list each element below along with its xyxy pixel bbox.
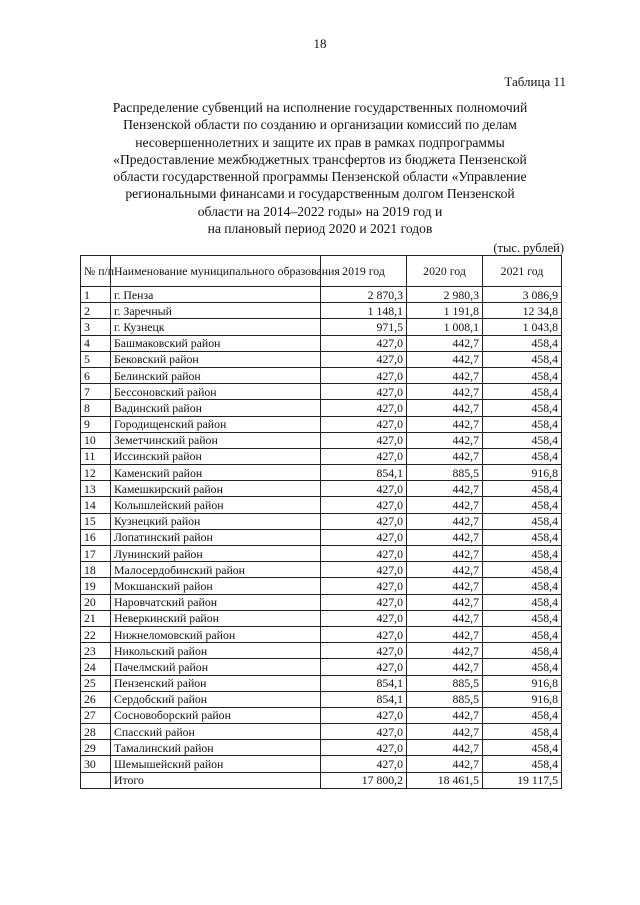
row-name: Тамалинский район	[111, 740, 321, 756]
table-row	[81, 497, 562, 513]
row-number: 19	[81, 578, 111, 594]
row-2021: 19 117,5	[483, 772, 562, 788]
row-name: Камешкирский район	[111, 481, 321, 497]
row-2019: 427,0	[321, 707, 407, 723]
table-row	[81, 416, 562, 432]
row-number: 7	[81, 384, 111, 400]
row-number: 11	[81, 448, 111, 464]
row-2020: 442,7	[407, 546, 483, 562]
title-line: области на 2014–2022 годы» на 2019 год и	[197, 203, 443, 219]
row-name: Наровчатский район	[111, 594, 321, 610]
row-2021: 458,4	[483, 594, 562, 610]
title-line: «Предоставление межбюджетных трансфертов из бюджета Пензенской	[113, 151, 527, 167]
row-2021: 458,4	[483, 707, 562, 723]
row-name: Малосердобинский район	[111, 562, 321, 578]
row-2020: 442,7	[407, 643, 483, 659]
table-header-row	[81, 256, 562, 287]
row-name: Городищенский район	[111, 416, 321, 432]
table-row	[81, 691, 562, 707]
row-name: Нижнеломовский район	[111, 626, 321, 642]
row-name: г. Пенза	[111, 287, 321, 303]
row-2020: 442,7	[407, 594, 483, 610]
row-name: Бессоновский район	[111, 384, 321, 400]
row-2020: 442,7	[407, 626, 483, 642]
row-2019: 427,0	[321, 416, 407, 432]
row-2020: 1 008,1	[407, 319, 483, 335]
row-2020: 442,7	[407, 756, 483, 772]
row-2021: 1 043,8	[483, 319, 562, 335]
row-2021: 458,4	[483, 643, 562, 659]
table-row	[81, 724, 562, 740]
row-2020: 18 461,5	[407, 772, 483, 788]
row-2019: 427,0	[321, 384, 407, 400]
row-2019: 427,0	[321, 351, 407, 367]
row-2019: 427,0	[321, 367, 407, 383]
row-2021: 458,4	[483, 626, 562, 642]
row-name: Неверкинский район	[111, 610, 321, 626]
row-2020: 442,7	[407, 707, 483, 723]
row-name: Спасский район	[111, 724, 321, 740]
row-2021: 916,8	[483, 465, 562, 481]
row-2021: 458,4	[483, 351, 562, 367]
row-2019: 17 800,2	[321, 772, 407, 788]
row-2020: 885,5	[407, 465, 483, 481]
header-2021: 2021 год	[483, 256, 562, 287]
table-row	[81, 707, 562, 723]
row-name: Пачелмский район	[111, 659, 321, 675]
header-2019: 2019 год	[321, 256, 407, 287]
row-2021: 458,4	[483, 416, 562, 432]
row-number	[81, 772, 111, 788]
row-2019: 427,0	[321, 610, 407, 626]
row-2020: 442,7	[407, 562, 483, 578]
table-row	[81, 335, 562, 351]
row-2021: 916,8	[483, 675, 562, 691]
title-line: Распределение субвенций на исполнение государственных полномочий	[112, 100, 528, 115]
row-2021: 458,4	[483, 562, 562, 578]
row-number: 1	[81, 287, 111, 303]
row-2019: 427,0	[321, 562, 407, 578]
table-row	[81, 367, 562, 383]
row-2019: 427,0	[321, 643, 407, 659]
title-line: Пензенской области по созданию и организации комиссий по делам	[123, 117, 517, 133]
row-number: 27	[81, 707, 111, 723]
row-name: Бековский район	[111, 351, 321, 367]
title-line: несовершеннолетних и защите их прав в рамках подпрограммы	[135, 134, 505, 150]
row-name: Шемышейский район	[111, 756, 321, 772]
row-2019: 427,0	[321, 448, 407, 464]
row-2019: 427,0	[321, 756, 407, 772]
total-row	[81, 772, 562, 788]
row-number: 2	[81, 303, 111, 319]
row-2021: 458,4	[483, 546, 562, 562]
row-2020: 442,7	[407, 724, 483, 740]
table-label: Таблица 11	[504, 74, 566, 89]
row-2019: 427,0	[321, 740, 407, 756]
row-number: 5	[81, 351, 111, 367]
document-title	[78, 99, 562, 237]
table-row	[81, 659, 562, 675]
row-number: 4	[81, 335, 111, 351]
row-2019: 1 148,1	[321, 303, 407, 319]
row-number: 15	[81, 513, 111, 529]
row-number: 8	[81, 400, 111, 416]
table-row	[81, 287, 562, 303]
row-number: 10	[81, 432, 111, 448]
row-2021: 458,4	[483, 367, 562, 383]
row-2021: 458,4	[483, 400, 562, 416]
row-2020: 442,7	[407, 400, 483, 416]
row-2019: 427,0	[321, 659, 407, 675]
table-row	[81, 546, 562, 562]
table-row	[81, 432, 562, 448]
row-2021: 458,4	[483, 610, 562, 626]
title-line: на плановый период 2020 и 2021 годов	[207, 221, 433, 237]
row-number: 29	[81, 740, 111, 756]
row-2019: 427,0	[321, 335, 407, 351]
row-2020: 442,7	[407, 367, 483, 383]
row-2019: 427,0	[321, 594, 407, 610]
table-row	[81, 384, 562, 400]
table-row	[81, 481, 562, 497]
row-2019: 427,0	[321, 513, 407, 529]
row-2020: 442,7	[407, 529, 483, 545]
table-row	[81, 643, 562, 659]
row-2020: 2 980,3	[407, 287, 483, 303]
row-2019: 427,0	[321, 497, 407, 513]
row-2020: 442,7	[407, 610, 483, 626]
row-number: 9	[81, 416, 111, 432]
header-2020: 2020 год	[407, 256, 483, 287]
table-row	[81, 465, 562, 481]
row-2021: 458,4	[483, 659, 562, 675]
table-row	[81, 740, 562, 756]
header-name: Наименование муниципального образования	[111, 256, 321, 287]
row-2020: 442,7	[407, 448, 483, 464]
row-2021: 458,4	[483, 724, 562, 740]
row-2020: 442,7	[407, 513, 483, 529]
units-label: (тыс. рублей)	[493, 241, 564, 255]
row-number: 22	[81, 626, 111, 642]
row-name: Сосновоборский район	[111, 707, 321, 723]
row-2021: 458,4	[483, 448, 562, 464]
row-2020: 885,5	[407, 675, 483, 691]
row-2019: 427,0	[321, 626, 407, 642]
row-2020: 442,7	[407, 481, 483, 497]
table-row	[81, 529, 562, 545]
row-2020: 442,7	[407, 497, 483, 513]
row-number: 16	[81, 529, 111, 545]
row-number: 24	[81, 659, 111, 675]
table-row	[81, 594, 562, 610]
row-number: 30	[81, 756, 111, 772]
row-2019: 971,5	[321, 319, 407, 335]
row-number: 20	[81, 594, 111, 610]
table-row	[81, 610, 562, 626]
row-2019: 427,0	[321, 481, 407, 497]
row-2021: 458,4	[483, 481, 562, 497]
row-number: 18	[81, 562, 111, 578]
row-2020: 442,7	[407, 659, 483, 675]
row-2019: 427,0	[321, 432, 407, 448]
row-2019: 427,0	[321, 578, 407, 594]
row-number: 6	[81, 367, 111, 383]
table-row	[81, 675, 562, 691]
row-2021: 458,4	[483, 578, 562, 594]
row-name: Каменский район	[111, 465, 321, 481]
table-row	[81, 303, 562, 319]
row-number: 17	[81, 546, 111, 562]
row-2019: 2 870,3	[321, 287, 407, 303]
row-2021: 916,8	[483, 691, 562, 707]
row-2021: 458,4	[483, 529, 562, 545]
row-2019: 427,0	[321, 400, 407, 416]
row-2021: 458,4	[483, 335, 562, 351]
table-body	[81, 287, 562, 789]
title-line: региональными финансами и государственным долгом Пензенской	[125, 186, 515, 202]
row-name: Итого	[111, 772, 321, 788]
row-2021: 458,4	[483, 513, 562, 529]
row-2019: 854,1	[321, 691, 407, 707]
table-row	[81, 448, 562, 464]
row-name: г. Кузнецк	[111, 319, 321, 335]
table-row	[81, 319, 562, 335]
row-number: 21	[81, 610, 111, 626]
row-name: Башмаковский район	[111, 335, 321, 351]
row-number: 23	[81, 643, 111, 659]
row-number: 13	[81, 481, 111, 497]
row-name: Лопатинский район	[111, 529, 321, 545]
row-name: Иссинский район	[111, 448, 321, 464]
row-2020: 442,7	[407, 416, 483, 432]
row-name: Колышлейский район	[111, 497, 321, 513]
table-row	[81, 578, 562, 594]
row-name: Вадинский район	[111, 400, 321, 416]
row-2020: 442,7	[407, 578, 483, 594]
row-2020: 442,7	[407, 384, 483, 400]
row-name: Никольский район	[111, 643, 321, 659]
page-number: 18	[313, 36, 327, 51]
title-line: области государственной программы Пензенской области «Управление	[113, 169, 527, 185]
header-number: № п/п	[81, 256, 111, 287]
row-2021: 3 086,9	[483, 287, 562, 303]
table-row	[81, 756, 562, 772]
subvention-table	[80, 255, 562, 789]
row-name: г. Заречный	[111, 303, 321, 319]
row-name: Лунинский район	[111, 546, 321, 562]
row-name: Кузнецкий район	[111, 513, 321, 529]
row-2020: 442,7	[407, 335, 483, 351]
row-name: Мокшанский район	[111, 578, 321, 594]
row-2020: 1 191,8	[407, 303, 483, 319]
row-2021: 458,4	[483, 756, 562, 772]
table-row	[81, 562, 562, 578]
row-2019: 427,0	[321, 546, 407, 562]
row-name: Сердобский район	[111, 691, 321, 707]
row-number: 3	[81, 319, 111, 335]
row-2021: 458,4	[483, 384, 562, 400]
row-2021: 458,4	[483, 497, 562, 513]
row-name: Пензенский район	[111, 675, 321, 691]
row-2021: 458,4	[483, 740, 562, 756]
row-2020: 442,7	[407, 740, 483, 756]
row-name: Земетчинский район	[111, 432, 321, 448]
row-2019: 854,1	[321, 675, 407, 691]
row-2020: 442,7	[407, 432, 483, 448]
row-number: 25	[81, 675, 111, 691]
row-number: 26	[81, 691, 111, 707]
row-number: 12	[81, 465, 111, 481]
row-2021: 12 34,8	[483, 303, 562, 319]
row-number: 14	[81, 497, 111, 513]
row-number: 28	[81, 724, 111, 740]
row-2021: 458,4	[483, 432, 562, 448]
row-name: Белинский район	[111, 367, 321, 383]
table-row	[81, 513, 562, 529]
row-2020: 442,7	[407, 351, 483, 367]
row-2019: 427,0	[321, 724, 407, 740]
table-row	[81, 351, 562, 367]
row-2019: 427,0	[321, 529, 407, 545]
row-2019: 854,1	[321, 465, 407, 481]
table-row	[81, 400, 562, 416]
table-row	[81, 626, 562, 642]
row-2020: 885,5	[407, 691, 483, 707]
